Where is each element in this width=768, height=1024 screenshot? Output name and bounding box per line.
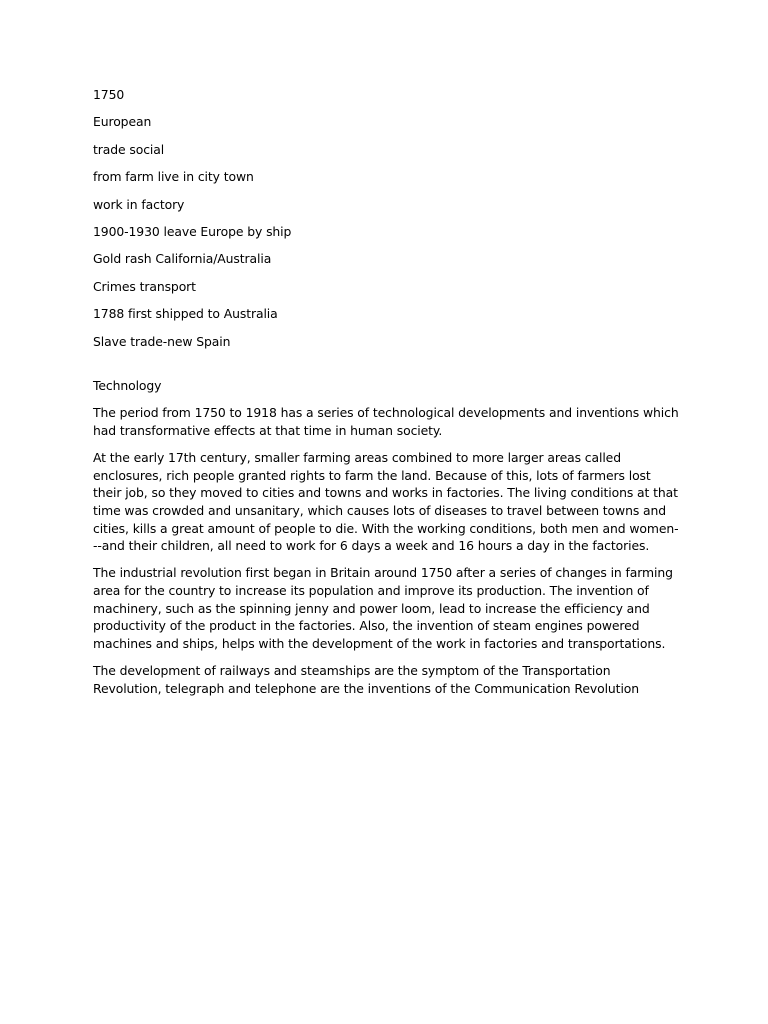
note-line: 1750 [93,87,125,102]
blank-line [93,360,681,377]
paragraph: The industrial revolution first began in Britain around 1750 after a series of changes in farming area for the country to increase its population and improve its production. The invention of machinery, such as the spinning jenny and power loom, lead to increase the efficiency and productivity of the product in the factories. Also, the invention of steam engines powered machines and ships, helps with the development of the work in factories and transportations. [93,565,673,651]
note-line: Crimes transport [93,278,196,294]
notes-list [93,86,681,350]
paragraph: At the early 17th century, smaller farming areas combined to more larger areas called enclosures, rich people granted rights to farm the land. Because of this, lots of farmers lost their job, so they moved to cities and towns and works in factories. The living conditions at that time was crowded and unsanitary, which causes lots of diseases to travel between towns and cities, kills a great amount of people to die. With the working conditions, both men and women---and their children, all need to work for 6 days a week and 16 hours a day in the factories. [93,450,679,554]
technology-section [93,377,681,697]
section-heading: Technology [93,378,162,394]
paragraph: The development of railways and steamships are the symptom of the Transportation Revolution, telegraph and telephone are the inventions of the Communication Revolution [93,662,640,696]
note-line: Slave trade-new Spain [93,333,231,349]
note-line: work in factory [93,196,185,212]
note-line: trade social [93,141,165,157]
note-line: 1788 first shipped to Australia [93,306,278,322]
note-line: European [93,114,152,130]
document-body [93,86,681,707]
note-line: Gold rash California/Australia [93,251,272,267]
paragraph: The period from 1750 to 1918 has a series of technological developments and inventions which had transformative effects at that time in human society. [93,405,679,439]
note-line: from farm live in city town [93,169,254,185]
note-line: 1900-1930 leave Europe by ship [93,223,292,239]
